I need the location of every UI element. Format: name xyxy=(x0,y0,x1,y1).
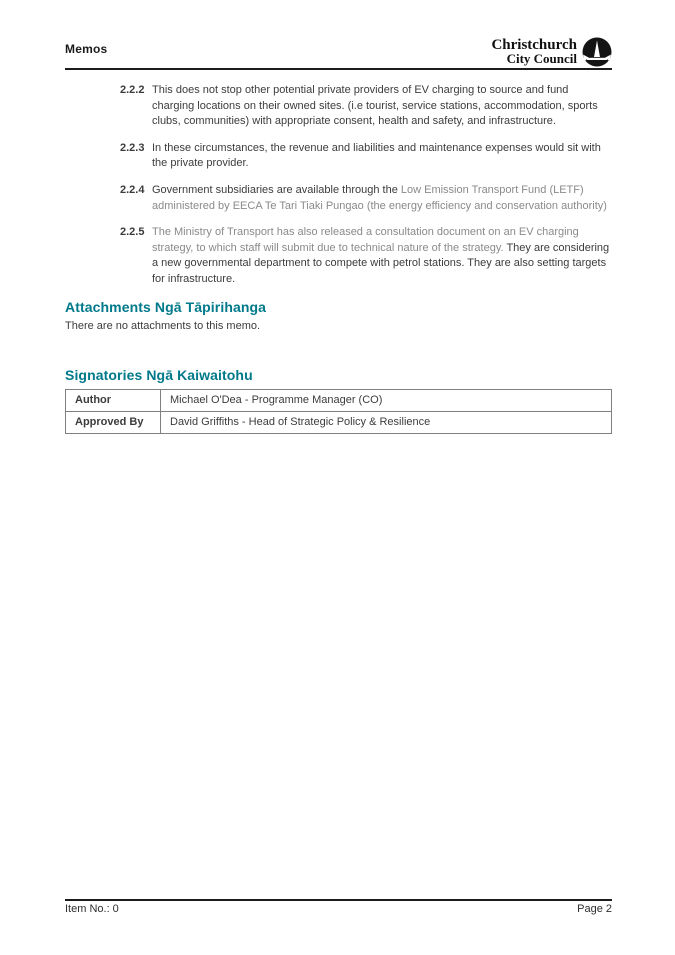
council-logo xyxy=(491,37,612,67)
memo-paragraph xyxy=(65,83,612,130)
footer-page-number: Page 2 xyxy=(577,903,612,915)
page-header xyxy=(65,0,612,70)
council-crest-icon xyxy=(582,37,612,67)
memo-paragraph xyxy=(65,183,612,214)
attachments-heading: Attachments Ngā Tāpirihanga xyxy=(65,298,267,315)
logo-line-1: Christchurch xyxy=(491,37,577,53)
paragraph-segment: The Ministry of Transport has also released a consultation document on an EV charging strategy, to which staff will submit due to technical nature of the strategy. xyxy=(152,226,579,254)
paragraph-text xyxy=(152,83,612,130)
paragraph-segment: Low Emission Transport Fund (LETF) administered by EECA Te Tari Tiaki Pungao (the energy efficiency and conservation authority) xyxy=(152,183,607,212)
page-footer xyxy=(65,899,612,915)
paragraph-segment: This does not stop other potential private providers of EV charging to source and fund charging locations on their owned sites. (i.e tourist, service stations, accommodation, sports clubs, communities) with appropriate consent, health and safety, and infrastructure. xyxy=(152,84,598,128)
signatory-role-label: Author xyxy=(66,389,161,411)
paragraph-text xyxy=(152,141,612,172)
footer-item-number: Item No.: 0 xyxy=(65,903,119,915)
signatory-name-value: Michael O'Dea - Programme Manager (CO) xyxy=(161,389,612,411)
table-row xyxy=(66,411,612,433)
paragraph-segment: In these circumstances, the revenue and liabilities and maintenance expenses would sit with the private provider. xyxy=(152,141,601,170)
paragraph-number: 2.2.4 xyxy=(120,183,145,196)
page-title: Memos xyxy=(65,42,108,56)
paragraph-number: 2.2.5 xyxy=(120,226,145,239)
paragraph-text xyxy=(152,183,612,214)
memo-paragraph xyxy=(65,225,612,287)
signatories-table xyxy=(65,389,612,434)
paragraph-segment: Government subsidiaries are available through the xyxy=(152,183,401,196)
memo-paragraph xyxy=(65,141,612,172)
paragraph-segment: They are considering a new governmental department to compete with petrol stations. They are also setting targets for infrastructure. xyxy=(152,241,610,285)
signatory-role-label: Approved By xyxy=(66,411,161,433)
table-row xyxy=(66,389,612,411)
logo-line-2: City Council xyxy=(506,51,577,66)
signatories-heading: Signatories Ngā Kaiwaitohu xyxy=(65,366,253,383)
paragraph-number: 2.2.3 xyxy=(120,141,145,154)
paragraph-text xyxy=(152,225,612,287)
memo-body xyxy=(65,70,612,288)
council-logo-wordmark xyxy=(491,39,577,65)
paragraph-number: 2.2.2 xyxy=(120,84,145,96)
attachments-note: There are no attachments to this memo. xyxy=(65,319,261,332)
signatory-name-value: David Griffiths - Head of Strategic Policy & Resilience xyxy=(161,411,612,433)
